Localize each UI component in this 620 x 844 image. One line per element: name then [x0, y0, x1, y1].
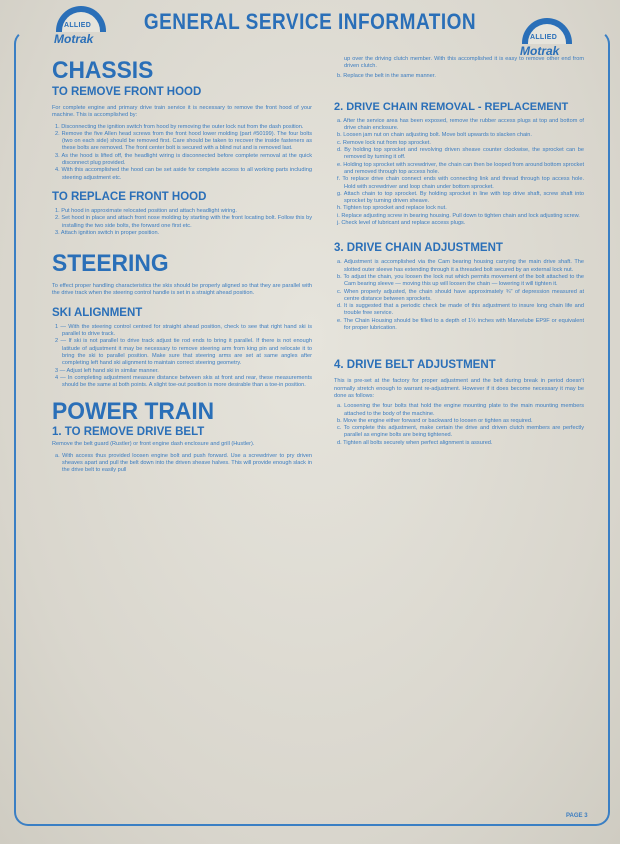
- chassis-heading: CHASSIS: [52, 57, 154, 84]
- chain-removal-heading: 2. DRIVE CHAIN REMOVAL - REPLACEMENT: [334, 100, 569, 113]
- list-item: 1. Put hood in approximate relocated position and attach headlight wiring.: [55, 207, 237, 214]
- remove-drive-belt-list: [52, 453, 312, 475]
- replace-hood-list: [52, 208, 312, 237]
- list-item: a. Adjustment is accomplished via the Cam bearing housing carrying the main drive shaft. The slotted outer sleeve has extending through it a threaded bolt secured by an external lock nut.: [337, 259, 584, 273]
- chain-adjustment-heading: 3. DRIVE CHAIN ADJUSTMENT: [334, 242, 503, 255]
- right-column: [334, 56, 584, 447]
- list-item: e. Holding top sprocket with screwdriver, the chain can then be looped from around bottom sprocket and removed through top access hole.: [337, 161, 584, 175]
- list-item: a. After the service area has been exposed, remove the rubber access plugs at top and bottom of drive chain enclosure.: [337, 117, 584, 132]
- list-item: b. Loosen jam nut on chain adjusting bolt. Move bolt upwards to slacken chain.: [337, 132, 532, 139]
- remove-hood-list: [52, 124, 312, 182]
- belt-adjustment-intro: This is pre-set at the factory for proper adjustment and the belt during break in period doesn't normally stretch enough to warrant re-adjustment. However if it does become necessary it may be done as follows:: [334, 378, 584, 399]
- list-item: e. The Chain Housing should be filled to a depth of 1½ inches with Marvelube EP9F or equivalent for proper lubrication.: [337, 317, 584, 332]
- list-item: f. To replace drive chain connect ends with connecting link and thread through top access hole. Hold with screwdriver and loop chain under bottom sprocket.: [337, 176, 584, 190]
- chain-removal-list: [334, 118, 584, 227]
- list-item: 1. Disconnecting the ignition switch from hood by removing the outer lock nut from the dash position.: [55, 123, 304, 130]
- list-item: 2 — If ski is not parallel to drive track adjust tie rod ends to bring it parallel. If there is not enough latitude of adjustment it may be necessary to remove steering arm from king pin and relocate it to bring the ski to parallel position. Make sure that steering arms are set at same angles after completing left hand ski alignment to maintain correct steering geometry.: [55, 338, 312, 367]
- left-column: [52, 58, 312, 475]
- remove-hood-intro: For complete engine and primary drive train service it is necessary to remove the front hood of your machine. This is accomplished by:: [52, 105, 312, 119]
- replace-hood-heading: TO REPLACE FRONT HOOD: [52, 190, 207, 203]
- remove-drive-belt-heading: 1. TO REMOVE DRIVE BELT: [52, 426, 205, 439]
- list-item: h. Tighten top sprocket and replace lock nut.: [337, 205, 447, 212]
- list-item: a. With access thus provided loosen engine bolt and push forward. Use a screwdriver to pry driven sheaves apart and pull the belt down into the driven sheave halves. This will provide enough slack in the drive belt to easily pull: [55, 452, 312, 474]
- list-item: a. Loosening the four bolts that hold the engine mounting plate to the main mounting members attached to the body of the machine.: [337, 403, 584, 417]
- list-item: b. To adjust the chain, you loosen the lock nut which permits movement of the bolt attached to the Cam bearing sleeve — moving this up will loosen the chain — lowering it will tighten it.: [337, 273, 584, 288]
- list-item: 4. With this accomplished the hood can be set aside for complete access to all working parts including steering adjustment etc.: [55, 167, 312, 181]
- power-train-heading: POWER TRAIN: [52, 398, 215, 426]
- list-item: c. To complete this adjustment, make certain the drive and driven clutch members are perfectly parallel as engine bolts are being tightened.: [337, 425, 584, 439]
- continued-text: up over the driving clutch member. With this accomplished it is easy to remove other end from driven clutch.: [344, 56, 584, 70]
- list-item: 3 — Adjust left hand ski in similar manner.: [55, 367, 159, 374]
- list-item: d. By holding top sprocket and revolving driven sheave counter clockwise, the sprocket can be removed by turning it off.: [337, 147, 584, 161]
- list-item: 1 — With the steering control centred for straight ahead position, check to see that right hand ski is parallel to drive track.: [55, 323, 312, 338]
- list-item: 2. Set hood in place and attach front nose molding by starting with the front locating bolt. Follow this by installing the two side bolts, the forward one first etc.: [55, 215, 312, 229]
- list-item: d. Tighten all bolts securely when perfect alignment is assured.: [337, 439, 493, 446]
- list-item: c. When properly adjusted, the chain should have approximately ¾" of depression measured at centre distance between sprockets.: [337, 288, 584, 302]
- belt-adjustment-list: [334, 403, 584, 447]
- belt-adjustment-heading: 4. DRIVE BELT ADJUSTMENT: [334, 359, 496, 372]
- list-item: 3. As the hood is lifted off, the headlight wiring is disconnected before complete removal at the quick disconnect plug provided.: [55, 152, 312, 167]
- logo-motrak-text: Motrak: [54, 32, 94, 46]
- list-item: d. It is suggested that a periodic check be made of this adjustment to insure long chain life and trouble free service.: [337, 303, 584, 317]
- list-item: b. Move the engine either forward or backward to loosen or tighten as required.: [337, 417, 533, 424]
- ski-alignment-list: [52, 324, 312, 390]
- list-item: j. Check level of lubricant and replace access plugs.: [337, 220, 466, 227]
- steering-intro: To effect proper handling characteristics the skis should be properly aligned so that they are parallel with the drive track when the steering control handle is set in a straight ahead position.: [52, 283, 312, 297]
- remove-drive-belt-intro: Remove the belt guard (Rustler) or front engine dash enclosure and grill (Hustler).: [52, 441, 255, 448]
- page-number: PAGE 3: [566, 813, 588, 819]
- logo-allied-text: ALLIED: [64, 22, 92, 29]
- list-item: 4 — In completing adjustment measure distance between skis at front and rear, these measurements should be the same at both points. A slight toe-out position is more desirable than a toe-in position.: [55, 374, 312, 389]
- list-item: 2. Remove the five Allen head screws from the front hood lower molding (part #50199). The four bolts (two on each side) should be removed first. Care should be taken to recover the inside fasteners as these bolts are removed. The front center bolt is secured with a blind nut and is removed last.: [55, 130, 312, 152]
- steering-heading: STEERING: [52, 250, 169, 278]
- list-item: 3. Attach ignition switch in proper position.: [55, 229, 160, 236]
- page-title: GENERAL SERVICE INFORMATION: [143, 10, 477, 35]
- list-item: g. Attach chain to top sprocket. By holding sprocket in line with top drive shaft, screw shaft into sprocket by turning driven sheave.: [337, 190, 584, 205]
- logo-motrak-text: Motrak: [520, 44, 560, 58]
- list-item: c. Remove lock nut from top sprocket.: [337, 139, 431, 146]
- list-item: b. Replace the belt in the same manner.: [337, 72, 436, 79]
- logo-allied-text: ALLIED: [530, 34, 558, 41]
- chain-adjustment-list: [334, 259, 584, 332]
- ski-alignment-heading: SKI ALIGNMENT: [52, 306, 143, 319]
- remove-hood-heading: TO REMOVE FRONT HOOD: [52, 86, 202, 98]
- list-item: i. Replace adjusting screw in bearing housing. Pull down to tighten chain and lock adjusting screw.: [337, 212, 580, 219]
